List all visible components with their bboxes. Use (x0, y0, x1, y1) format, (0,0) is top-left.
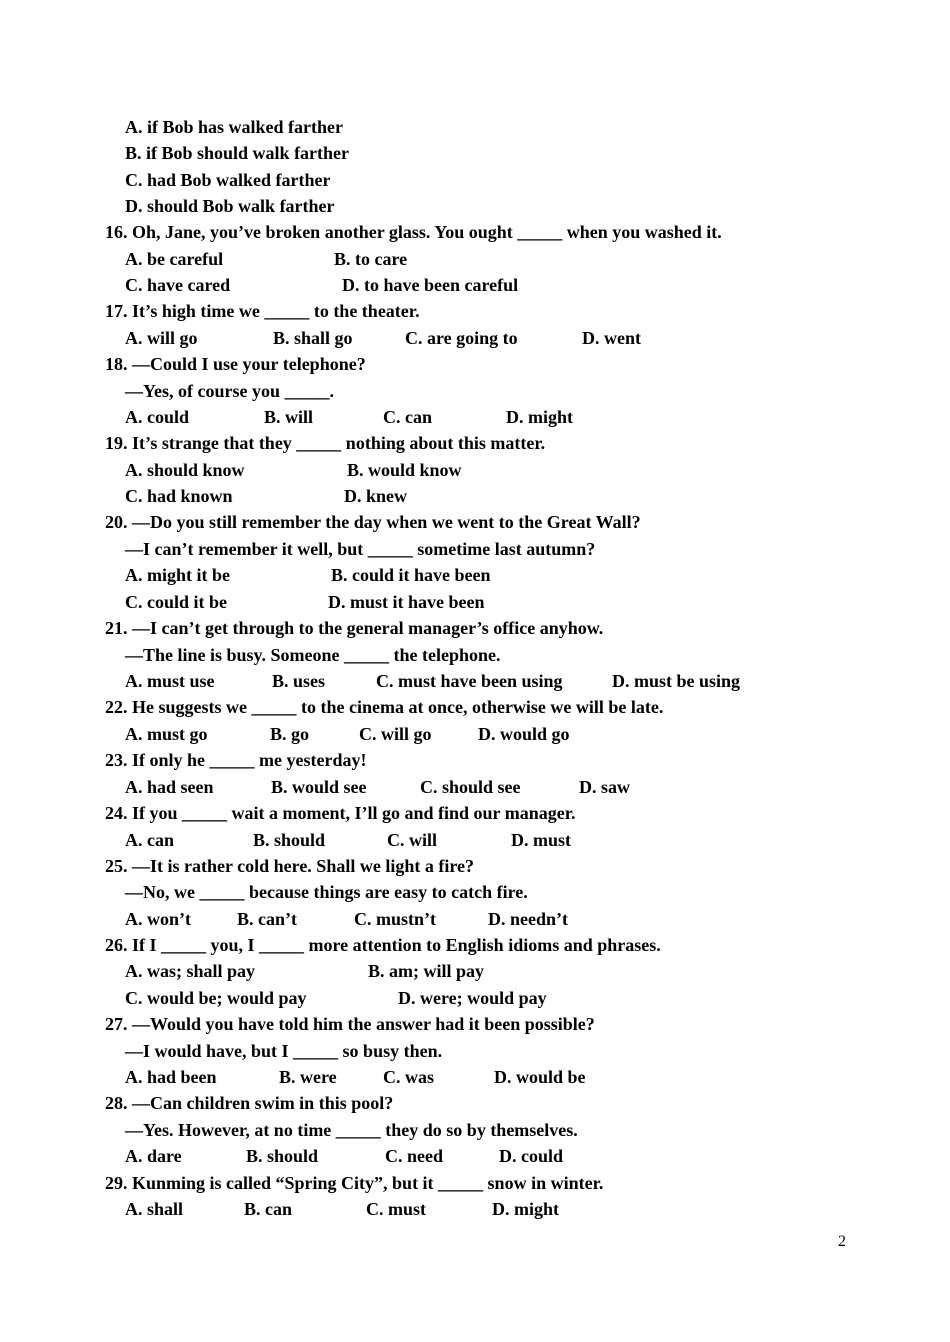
question-18: 18. —Could I use your telephone? (105, 354, 366, 374)
q22-option-a: A. must go (125, 724, 208, 744)
q23-option-a: A. had seen (125, 777, 214, 797)
q26-option-c: C. would be; would pay (125, 988, 307, 1008)
q23-option-b: B. would see (271, 777, 367, 797)
q27-option-c: C. was (383, 1067, 435, 1087)
q16-option-b: B. to care (334, 249, 408, 269)
q24-option-d: D. must (511, 830, 572, 850)
q19-option-a: A. should know (125, 460, 245, 480)
q25-option-b: B. can’t (237, 909, 297, 929)
q29-option-d: D. might (492, 1199, 559, 1219)
question-21: 21. —I can’t get through to the general manager’s office anyhow. (105, 618, 604, 638)
q20-option-c: C. could it be (125, 592, 228, 612)
q15-option-b: B. if Bob should walk farther (125, 143, 350, 163)
q21-option-c: C. must have been using (376, 671, 563, 691)
question-27: 27. —Would you have told him the answer had it been possible? (105, 1014, 595, 1034)
q29-option-c: C. must (366, 1199, 427, 1219)
q28-option-a: A. dare (125, 1146, 182, 1166)
q27-option-a: A. had been (125, 1067, 217, 1087)
q17-option-d: D. went (582, 328, 641, 348)
q19-option-d: D. knew (344, 486, 408, 506)
question-27-reply: —I would have, but I _____ so busy then. (125, 1041, 443, 1061)
q26-option-d: D. were; would pay (398, 988, 547, 1008)
q26-option-b: B. am; will pay (368, 961, 485, 981)
q17-option-b: B. shall go (273, 328, 353, 348)
q24-option-b: B. should (253, 830, 326, 850)
question-20: 20. —Do you still remember the day when we went to the Great Wall? (105, 512, 641, 532)
q18-option-b: B. will (264, 407, 314, 427)
q29-option-a: A. shall (125, 1199, 184, 1219)
question-28: 28. —Can children swim in this pool? (105, 1093, 394, 1113)
q18-option-d: D. might (506, 407, 573, 427)
q25-option-c: C. mustn’t (354, 909, 437, 929)
q17-option-a: A. will go (125, 328, 198, 348)
q27-option-d: D. would be (494, 1067, 586, 1087)
q15-option-d: D. should Bob walk farther (125, 196, 335, 216)
question-16: 16. Oh, Jane, you’ve broken another glass. You ought _____ when you washed it. (105, 222, 722, 242)
q19-option-b: B. would know (347, 460, 462, 480)
q21-option-d: D. must be using (612, 671, 741, 691)
q20-option-d: D. must it have been (328, 592, 485, 612)
q24-option-c: C. will (387, 830, 438, 850)
q24-option-a: A. can (125, 830, 174, 850)
question-17: 17. It’s high time we _____ to the theater. (105, 301, 420, 321)
question-23: 23. If only he _____ me yesterday! (105, 750, 367, 770)
q18-option-c: C. can (383, 407, 432, 427)
q23-option-c: C. should see (420, 777, 521, 797)
q21-option-a: A. must use (125, 671, 215, 691)
question-24: 24. If you _____ wait a moment, I’ll go and find our manager. (105, 803, 576, 823)
q19-option-c: C. had known (125, 486, 233, 506)
q25-option-a: A. won’t (125, 909, 191, 929)
q17-option-c: C. are going to (405, 328, 518, 348)
question-22: 22. He suggests we _____ to the cinema at once, otherwise we will be late. (105, 697, 664, 717)
q26-option-a: A. was; shall pay (125, 961, 256, 981)
q28-option-b: B. should (246, 1146, 319, 1166)
q25-option-d: D. needn’t (488, 909, 568, 929)
question-20-reply: —I can’t remember it well, but _____ sometime last autumn? (125, 539, 596, 559)
q21-option-b: B. uses (272, 671, 326, 691)
q23-option-d: D. saw (579, 777, 631, 797)
question-18-reply: —Yes, of course you _____. (125, 381, 334, 401)
q20-option-a: A. might it be (125, 565, 230, 585)
q22-option-d: D. would go (478, 724, 570, 744)
q18-option-a: A. could (125, 407, 190, 427)
question-28-reply: —Yes. However, at no time _____ they do so by themselves. (125, 1120, 578, 1140)
q28-option-c: C. need (385, 1146, 443, 1166)
q16-option-d: D. to have been careful (342, 275, 519, 295)
q27-option-b: B. were (279, 1067, 337, 1087)
q20-option-b: B. could it have been (331, 565, 491, 585)
q15-option-c: C. had Bob walked farther (125, 170, 331, 190)
q16-option-a: A. be careful (125, 249, 224, 269)
question-26: 26. If I _____ you, I _____ more attention to English idioms and phrases. (105, 935, 661, 955)
question-25: 25. —It is rather cold here. Shall we light a fire? (105, 856, 474, 876)
q22-option-c: C. will go (359, 724, 432, 744)
q16-option-c: C. have cared (125, 275, 231, 295)
q15-option-a: A. if Bob has walked farther (125, 117, 344, 137)
question-21-reply: —The line is busy. Someone _____ the telephone. (125, 645, 501, 665)
q22-option-b: B. go (270, 724, 310, 744)
question-19: 19. It’s strange that they _____ nothing about this matter. (105, 433, 546, 453)
q28-option-d: D. could (499, 1146, 564, 1166)
q29-option-b: B. can (244, 1199, 293, 1219)
question-25-reply: —No, we _____ because things are easy to catch fire. (125, 882, 528, 902)
page-number: 2 (838, 1233, 846, 1250)
question-29: 29. Kunming is called “Spring City”, but it _____ snow in winter. (105, 1173, 604, 1193)
